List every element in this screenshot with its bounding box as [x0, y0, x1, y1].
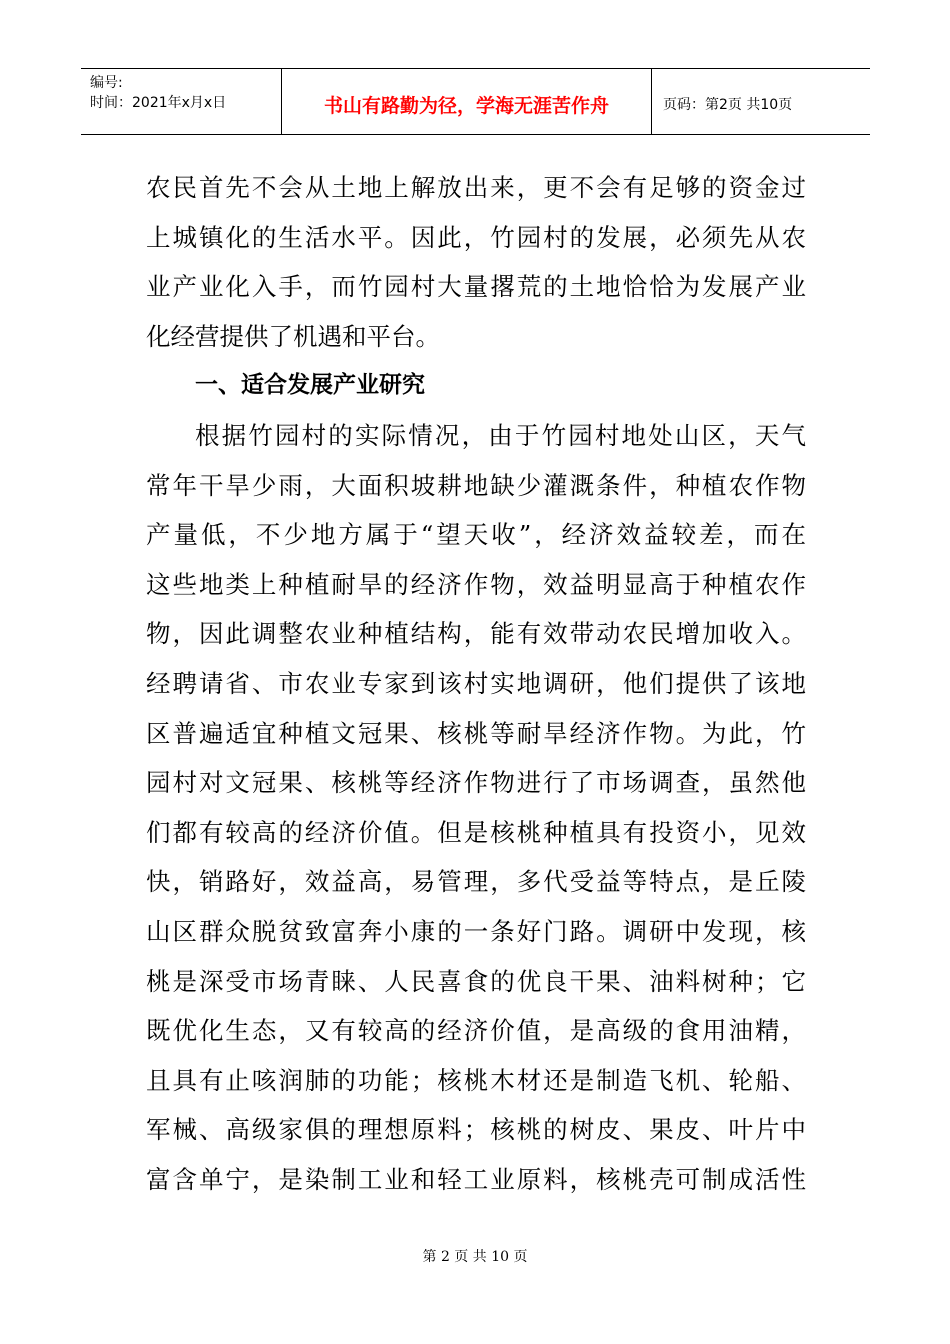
document-number-label: 编号: — [90, 75, 123, 91]
text-line: 区普遍适宜种植文冠果、核桃等耐旱经济作物。为此，竹 — [146, 718, 806, 748]
text-line: 园村对文冠果、核桃等经济作物进行了市场调查，虽然他 — [146, 768, 806, 798]
text-line: 经聘请省、市农业专家到该村实地调研，他们提供了该地 — [146, 668, 806, 698]
section-heading: 一、适合发展产业研究 — [195, 372, 425, 399]
document-body — [146, 163, 806, 1204]
text-line: 这些地类上种植耐旱的经济作物，效益明显高于种植农作 — [146, 569, 806, 599]
header-motto: 书山有路勤为径，学海无涯苦作舟 — [282, 69, 652, 134]
text-line: 物，因此调整农业种植结构，能有效带动农民增加收入。 — [146, 619, 806, 649]
text-line: 快，销路好，效益高，易管理，多代受益等特点，是丘陵 — [146, 867, 806, 897]
text-line: 常年干旱少雨，大面积坡耕地缺少灌溉条件，种植农作物 — [146, 470, 806, 500]
text-line: 桃是深受市场青睐、人民喜食的优良干果、油料树种；它 — [146, 966, 806, 996]
text-line: 农民首先不会从土地上解放出来，更不会有足够的资金过 — [146, 173, 806, 202]
header-page-info: 页码：第2页 共10页 — [663, 96, 793, 113]
header-meta — [81, 69, 282, 134]
text-line: 富含单宁，是染制工业和轻工业原料，核桃壳可制成活性 — [146, 1164, 806, 1194]
document-time-label: 时间：2021年x月x日 — [90, 95, 227, 111]
text-line: 产量低，不少地方属于“望天收”，经济效益较差，而在 — [146, 520, 806, 550]
text-line: 上城镇化的生活水平。因此，竹园村的发展，必须先从农 — [146, 222, 806, 252]
text-line: 既优化生态，又有较高的经济价值，是高级的食用油精， — [146, 1016, 806, 1046]
page-header — [81, 68, 870, 135]
page-footer: 第 2 页 共 10 页 — [422, 1249, 528, 1265]
text-line: 根据竹园村的实际情况，由于竹园村地处山区，天气 — [195, 420, 806, 450]
text-line: 山区群众脱贫致富奔小康的一条好门路。调研中发现，核 — [146, 916, 806, 946]
text-line: 军械、高级家俱的理想原料；核桃的树皮、果皮、叶片中 — [146, 1115, 806, 1145]
text-line: 且具有止咳润肺的功能；核桃木材还是制造飞机、轮船、 — [146, 1065, 806, 1095]
text-line: 们都有较高的经济价值。但是核桃种植具有投资小，见效 — [146, 817, 806, 847]
text-line: 业产业化入手，而竹园村大量撂荒的土地恰恰为发展产业 — [146, 272, 806, 302]
text-line: 化经营提供了机遇和平台。 — [146, 321, 440, 351]
